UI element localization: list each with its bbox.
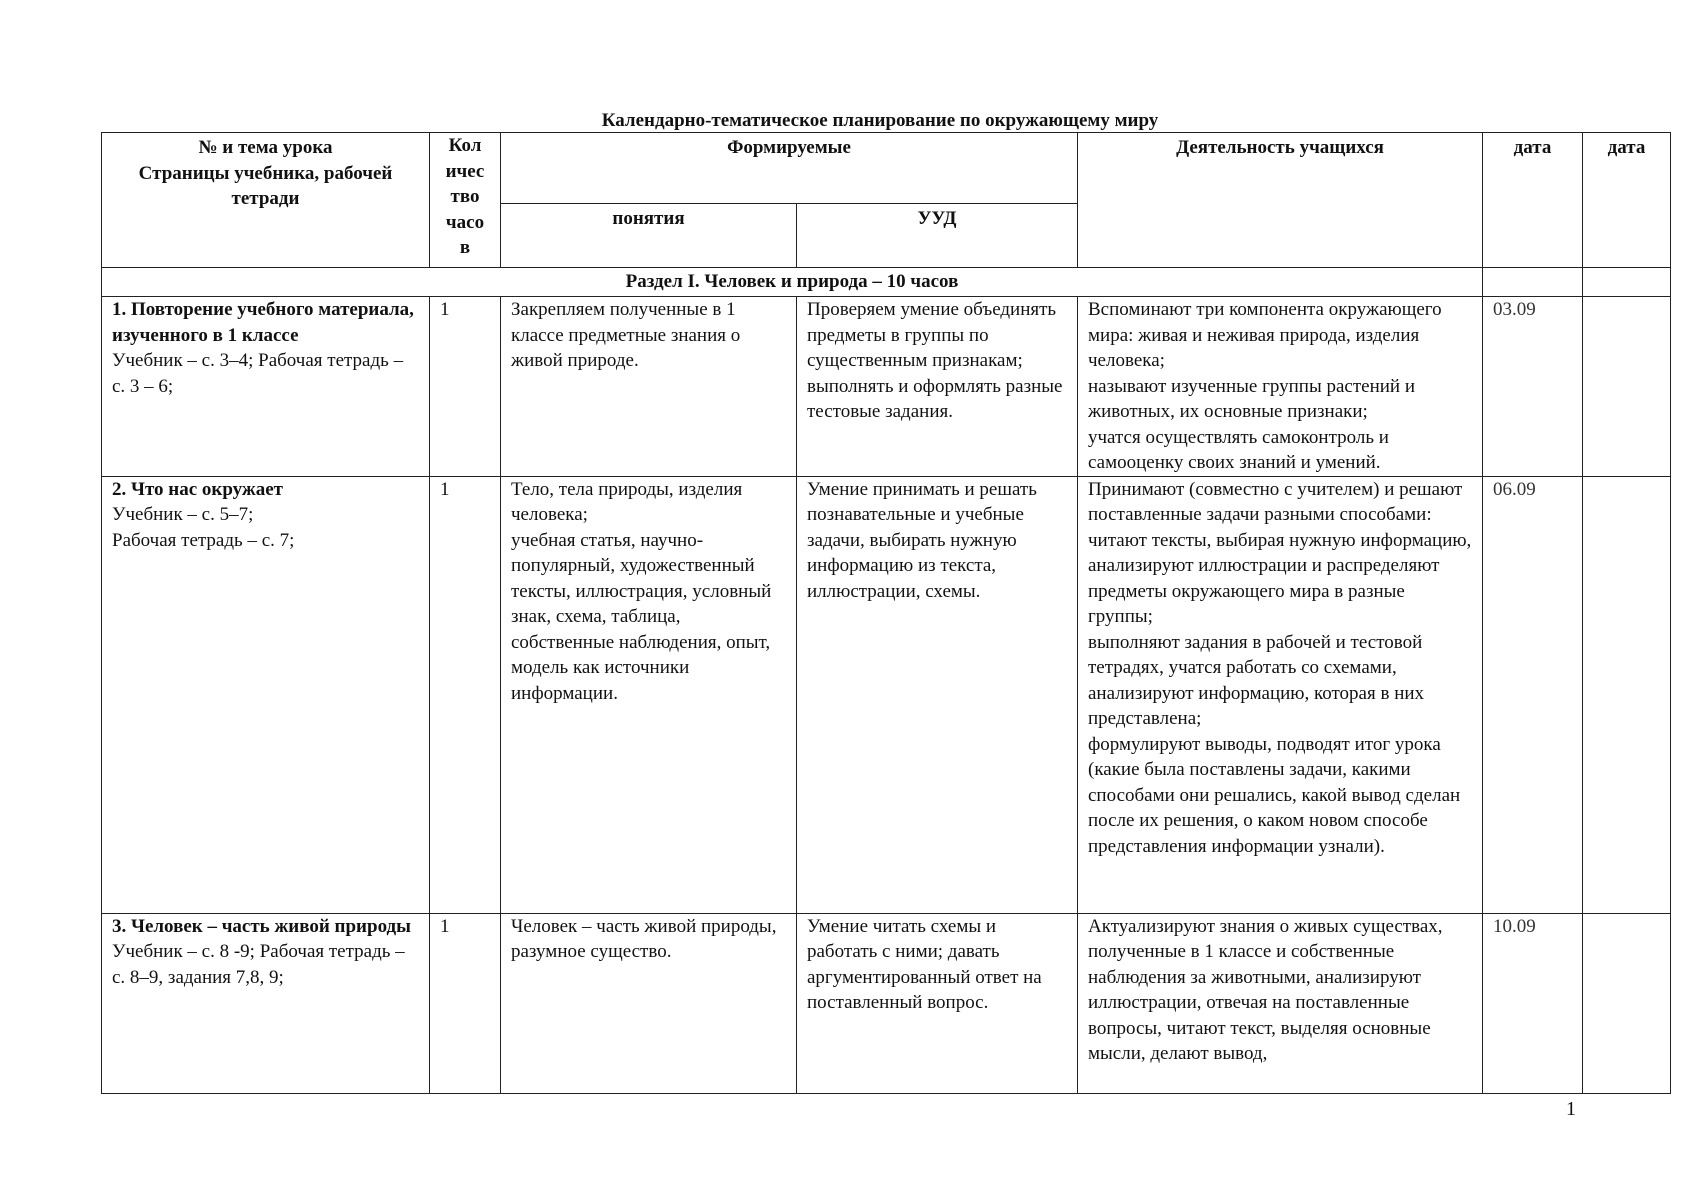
lesson-row-3 — [102, 913, 1671, 1093]
lesson-date: 06.09 — [1483, 476, 1583, 913]
section-row — [102, 268, 1671, 297]
lesson-cell — [102, 297, 430, 477]
lesson-row-1 — [102, 297, 1671, 477]
header-date-2: дата — [1583, 133, 1671, 268]
lesson-pages: Учебник – с. 3–4; Рабочая тетрадь – с. 3 – 6; — [112, 350, 404, 397]
header-formed: Формируемые — [501, 133, 1078, 204]
header-date-1: дата — [1483, 133, 1583, 268]
header-row-1 — [102, 133, 1671, 204]
lesson-date: 03.09 — [1483, 297, 1583, 477]
section-title: Раздел I. Человек и природа – 10 часов — [102, 268, 1483, 297]
header-uud: УУД — [797, 204, 1078, 268]
lesson-concepts: Закрепляем полученные в 1 классе предметные знания о живой природе. — [501, 297, 797, 477]
header-activity: Деятельность учащихся — [1078, 133, 1483, 268]
header-concepts: понятия — [501, 204, 797, 268]
lesson-pages: Учебник – с. 5–7; Рабочая тетрадь – с. 7; — [112, 504, 295, 551]
lesson-cell — [102, 913, 430, 1093]
lesson-date: 10.09 — [1483, 913, 1583, 1093]
lesson-uud: Умение принимать и решать познавательные и учебные задачи, выбирать нужную информацию из текста, иллюстрации, схемы. — [797, 476, 1078, 913]
lesson-row-2 — [102, 476, 1671, 913]
lesson-concepts: Человек – часть живой природы, разумное существо. — [501, 913, 797, 1093]
lesson-cell — [102, 476, 430, 913]
lesson-hours: 1 — [430, 913, 501, 1093]
page-number: 1 — [1566, 1098, 1576, 1120]
lesson-activity: Актуализируют знания о живых существах, полученные в 1 классе и собственные наблюдения за животными, анализируют иллюстрации, отвечая на поставленные вопросы, читают текст, выделяя основные мысли, делают вывод, — [1078, 913, 1483, 1093]
lesson-title: 3. Человек – часть живой природы — [112, 915, 411, 937]
lesson-title: 2. Что нас окружает — [112, 478, 283, 500]
section-date-1 — [1483, 268, 1583, 297]
lesson-hours: 1 — [430, 476, 501, 913]
document-title: Календарно-тематическое планирование по окружающему миру — [601, 110, 1159, 131]
header-hours: Кол ичес тво часо в — [430, 133, 501, 268]
lesson-activity: Вспоминают три компонента окружающего мира: живая и неживая природа, изделия человека; называют изученные группы растений и животных, их основные признаки; учатся осуществлять самоконтроль и самооценку своих знаний и умений. — [1078, 297, 1483, 477]
lesson-uud: Проверяем умение объединять предметы в группы по существенным признакам; выполнять и оформлять разные тестовые задания. — [797, 297, 1078, 477]
header-lesson: № и тема урока Страницы учебника, рабочей тетради — [102, 133, 430, 268]
lesson-hours: 1 — [430, 297, 501, 477]
lesson-pages: Учебник – с. 8 -9; Рабочая тетрадь – с. 8–9, задания 7,8, 9; — [112, 941, 405, 988]
section-date-2 — [1583, 268, 1671, 297]
lesson-title: 1. Повторение учебного материала, изученного в 1 классе — [112, 299, 414, 346]
lesson-concepts: Тело, тела природы, изделия человека; учебная статья, научно-популярный, художественный тексты, иллюстрация, условный знак, схема, таблица, собственные наблюдения, опыт, модель как источники информации. — [501, 476, 797, 913]
lesson-date-empty — [1583, 297, 1671, 477]
lesson-uud: Умение читать схемы и работать с ними; давать аргументированный ответ на поставленный вопрос. — [797, 913, 1078, 1093]
lesson-activity: Принимают (совместно с учителем) и решают поставленные задачи разными способами: читают тексты, выбирая нужную информацию, анализируют иллюстрации и распределяют предметы окружающего мира в разные группы; выполняют задания в рабочей и тестовой тетрадях, учатся работать со схемами, анализируют информацию, которая в них представлена; формулируют выводы, подводят итог урока (какие была поставлены задачи, какими способами они решались, какой вывод сделан после их решения, о каком новом способе представления информации узнали). — [1078, 476, 1483, 913]
lesson-date-empty — [1583, 913, 1671, 1093]
planning-table — [101, 132, 1671, 1094]
lesson-date-empty — [1583, 476, 1671, 913]
